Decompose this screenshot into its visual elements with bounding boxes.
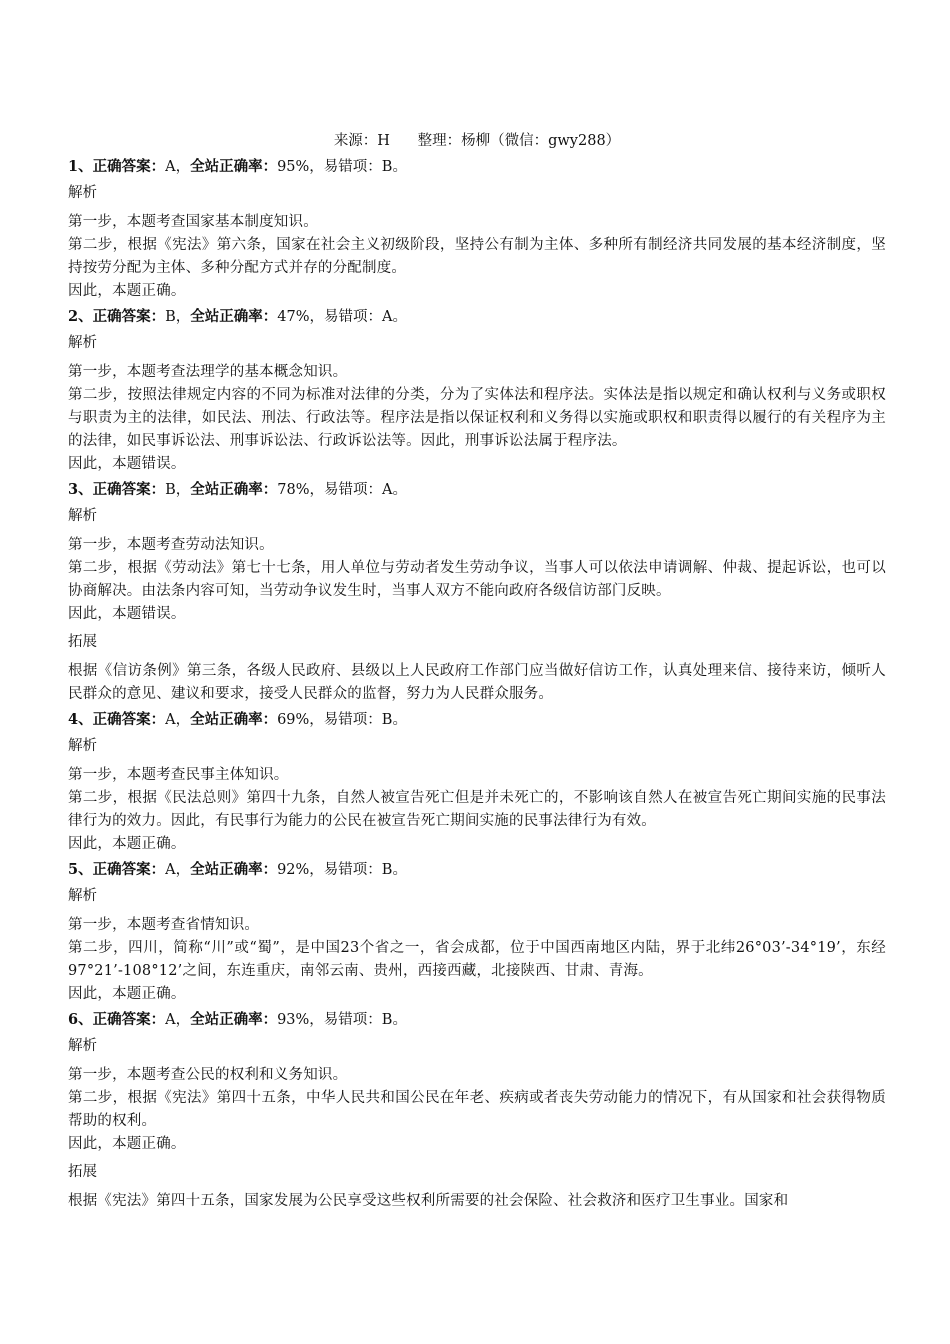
answer-value: B， <box>165 482 191 498</box>
analysis-step-2: 第二步，四川，简称“川”或“蜀”，是中国23个省之一，省会成都，位于中国西南地区内陆，界于北纬26°03’-34°19’，东经97°21’-108°12’之间，东连重庆，南邻云南、贵州，西接西藏，北接陕西、甘肃、青海。 <box>68 940 886 979</box>
analysis-conclusion: 因此，本题正确。 <box>68 986 186 1002</box>
extension-label: 拓展 <box>68 634 97 650</box>
rate-value: 95%，易错项：B。 <box>277 159 407 175</box>
analysis-label: 解析 <box>68 1038 97 1054</box>
question-number: 2、 <box>68 308 93 325</box>
rate-label: 全站正确率： <box>190 308 278 325</box>
question-header <box>68 157 886 177</box>
question-header <box>68 307 886 327</box>
analysis-step-2: 第二步，根据《宪法》第六条，国家在社会主义初级阶段，坚持公有制为主体、多种所有制经济共同发展的基本经济制度，坚持按劳分配为主体、多种分配方式并存的分配制度。 <box>68 237 886 276</box>
question-header <box>68 1010 886 1030</box>
question-number: 4、 <box>68 711 93 728</box>
analysis-conclusion: 因此，本题错误。 <box>68 456 186 472</box>
source-line: 来源：H 整理：杨柳（微信：gwy288） <box>333 133 621 149</box>
question-header <box>68 710 886 730</box>
analysis-step-1: 第一步，本题考查国家基本制度知识。 <box>68 214 318 230</box>
question-4 <box>68 710 886 856</box>
answer-label: 正确答案： <box>92 1011 166 1028</box>
analysis-conclusion: 因此，本题正确。 <box>68 283 186 299</box>
question-number: 3、 <box>68 481 93 498</box>
analysis-label: 解析 <box>68 738 97 754</box>
analysis-conclusion: 因此，本题正确。 <box>68 1136 186 1152</box>
answer-label: 正确答案： <box>92 308 166 325</box>
answer-value: A， <box>165 862 191 878</box>
question-number: 6、 <box>68 1011 93 1028</box>
question-header <box>68 480 886 500</box>
question-3 <box>68 480 886 706</box>
analysis-label: 解析 <box>68 508 97 524</box>
answer-value: A， <box>165 159 191 175</box>
answer-label: 正确答案： <box>92 481 166 498</box>
answer-label: 正确答案： <box>92 158 166 175</box>
question-5 <box>68 860 886 1006</box>
rate-value: 93%，易错项：B。 <box>277 1012 407 1028</box>
analysis-label: 解析 <box>68 185 97 201</box>
analysis-step-2: 第二步，按照法律规定内容的不同为标准对法律的分类，分为了实体法和程序法。实体法是指以规定和确认权利与义务或职权与职责为主的法律，如民法、刑法、行政法等。程序法是指以保证权利和义务得以实施或职权和职责得以履行的有关程序为主的法律，如民事诉讼法、刑事诉讼法、行政诉讼法等。因此，刑事诉讼法属于程序法。 <box>68 387 886 449</box>
question-header <box>68 860 886 880</box>
analysis-label: 解析 <box>68 888 97 904</box>
extension-text: 根据《信访条例》第三条，各级人民政府、县级以上人民政府工作部门应当做好信访工作，认真处理来信、接待来访，倾听人民群众的意见、建议和要求，接受人民群众的监督，努力为人民群众服务。 <box>68 663 886 702</box>
question-number: 5、 <box>68 861 93 878</box>
rate-value: 92%，易错项：B。 <box>277 862 407 878</box>
rate-label: 全站正确率： <box>190 711 278 728</box>
rate-label: 全站正确率： <box>190 481 278 498</box>
extension-text: 根据《宪法》第四十五条，国家发展为公民享受这些权利所需要的社会保险、社会救济和医疗卫生事业。国家和 <box>68 1193 789 1209</box>
rate-value: 78%，易错项：A。 <box>277 482 407 498</box>
question-number: 1、 <box>68 158 93 175</box>
analysis-conclusion: 因此，本题错误。 <box>68 606 186 622</box>
answer-value: A， <box>165 1012 191 1028</box>
answer-value: B， <box>165 309 191 325</box>
analysis-step-2: 第二步，根据《民法总则》第四十九条，自然人被宣告死亡但是并未死亡的，不影响该自然人在被宣告死亡期间实施的民事法律行为的效力。因此，有民事行为能力的公民在被宣告死亡期间实施的民事法律行为有效。 <box>68 790 886 829</box>
extension-label: 拓展 <box>68 1164 97 1180</box>
answer-value: A， <box>165 712 191 728</box>
document-page <box>68 131 886 1217</box>
rate-value: 47%，易错项：A。 <box>277 309 407 325</box>
answer-label: 正确答案： <box>92 711 166 728</box>
analysis-step-1: 第一步，本题考查民事主体知识。 <box>68 767 289 783</box>
answer-label: 正确答案： <box>92 861 166 878</box>
analysis-conclusion: 因此，本题正确。 <box>68 836 186 852</box>
rate-label: 全站正确率： <box>190 158 278 175</box>
question-6 <box>68 1010 886 1213</box>
analysis-step-2: 第二步，根据《宪法》第四十五条，中华人民共和国公民在年老、疾病或者丧失劳动能力的情况下，有从国家和社会获得物质帮助的权利。 <box>68 1090 886 1129</box>
question-1 <box>68 157 886 303</box>
analysis-step-1: 第一步，本题考查法理学的基本概念知识。 <box>68 364 348 380</box>
analysis-step-1: 第一步，本题考查省情知识。 <box>68 917 260 933</box>
rate-label: 全站正确率： <box>190 1011 278 1028</box>
analysis-step-1: 第一步，本题考查公民的权利和义务知识。 <box>68 1067 348 1083</box>
analysis-step-2: 第二步，根据《劳动法》第七十七条，用人单位与劳动者发生劳动争议，当事人可以依法申请调解、仲裁、提起诉讼，也可以协商解决。由法条内容可知，当劳动争议发生时，当事人双方不能向政府各级信访部门反映。 <box>68 560 886 599</box>
rate-label: 全站正确率： <box>190 861 278 878</box>
rate-value: 69%，易错项：B。 <box>277 712 407 728</box>
question-2 <box>68 307 886 476</box>
analysis-label: 解析 <box>68 335 97 351</box>
analysis-step-1: 第一步，本题考查劳动法知识。 <box>68 537 274 553</box>
